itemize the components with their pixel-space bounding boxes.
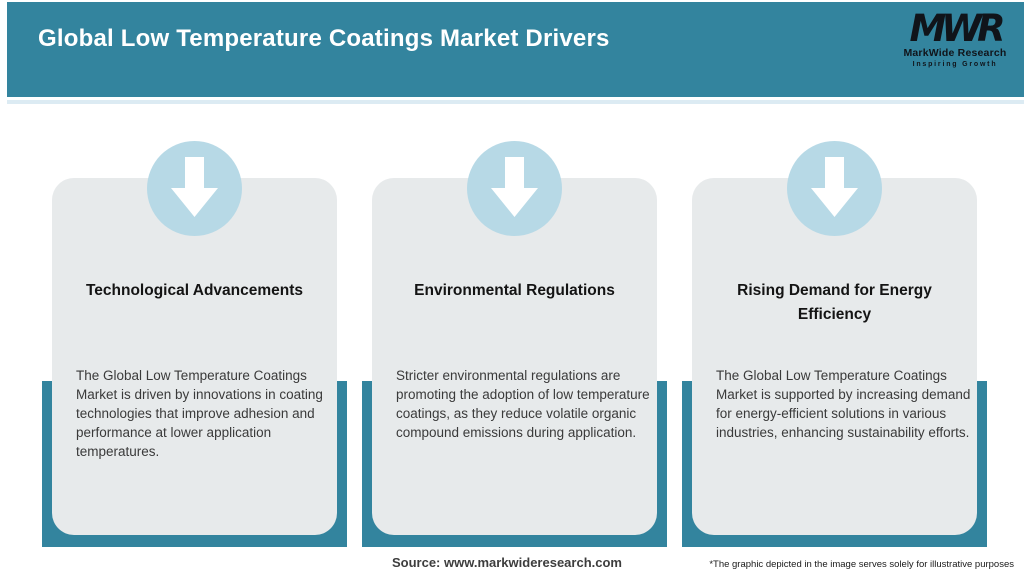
down-arrow-icon — [147, 141, 242, 236]
header-band — [7, 2, 1024, 97]
card-body-text: Stricter environmental regulations are promoting the adoption of low temperature coatings, as they reduce volatile organic compound emissions during application. — [396, 368, 650, 440]
mwr-logo-icon: MWR — [909, 7, 1001, 50]
driver-card-technological-advancements — [42, 141, 347, 547]
source-attribution: Source: www.markwideresearch.com — [391, 555, 622, 570]
card-title: Environmental Regulations — [414, 282, 615, 299]
down-arrow-icon — [787, 141, 882, 236]
logo-company-name: MarkWide Research — [903, 47, 1007, 59]
card-body-text: The Global Low Temperature Coatings Market is driven by innovations in coating technologies that improve adhesion and performance at lower application temperatures. — [76, 368, 323, 459]
card-body-text: The Global Low Temperature Coatings Market is supported by increasing demand for energy-efficient solutions in various industries, enhancing sustainability efforts. — [716, 368, 971, 440]
logo-tagline: Inspiring Growth — [912, 60, 998, 68]
markwide-research-logo — [900, 7, 1010, 68]
driver-card-environmental-regulations — [362, 141, 667, 547]
down-arrow-icon — [467, 141, 562, 236]
card-title: Technological Advancements — [85, 282, 304, 299]
card-title: Rising Demand for Energy Efficiency — [737, 282, 932, 323]
header-underline-strip — [7, 100, 1024, 104]
disclaimer-note: *The graphic depicted in the image serves solely for illustrative purposes — [709, 559, 1014, 570]
driver-card-rising-demand-energy-efficiency — [682, 141, 987, 547]
page-title: Global Low Temperature Coatings Market Drivers — [38, 25, 610, 52]
